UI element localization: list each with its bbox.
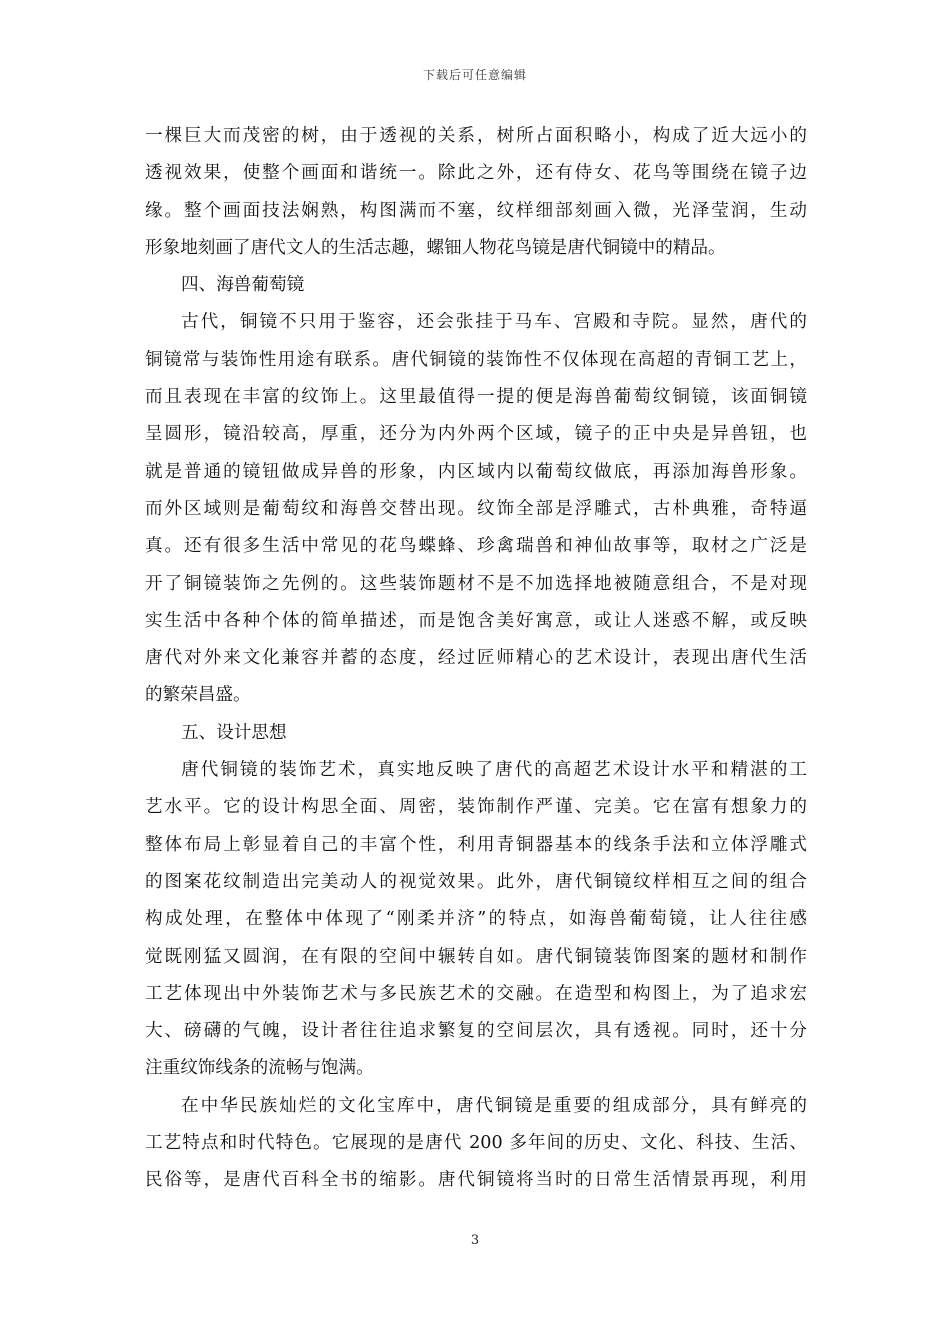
text-line: 大、磅礴的气魄，设计者往往追求繁复的空间层次，具有透视。同时，还十分 [145, 1021, 807, 1042]
text-line: 工艺特点和时代特色。它展现的是唐代 200 多年间的历史、文化、科技、生活、 [145, 1133, 807, 1154]
text-line: 的繁荣昌盛。 [145, 685, 251, 706]
text-line: 开了铜镜装饰之先例的。这些装饰题材不是不加选择地被随意组合，不是对现 [145, 573, 807, 594]
page-number: 3 [470, 1233, 480, 1248]
text-line: 实生活中各种个体的简单描述，而是饱含美好寓意，或让人迷惑不解，或反映 [145, 610, 807, 631]
text-line: 整体布局上彰显着自己的丰富个性，利用青铜器基本的线条手法和立体浮雕式 [145, 834, 807, 855]
text-line: 古代，铜镜不只用于鉴容，还会张挂于马车、宫殿和寺院。显然，唐代的 [181, 312, 807, 333]
document-body [145, 118, 807, 1200]
text-line: 的图案花纹制造出完美动人的视觉效果。此外，唐代铜镜纹样相互之间的组合 [145, 871, 807, 892]
text-line: 而外区域则是葡萄纹和海兽交替出现。纹饰全部是浮雕式，古朴典雅，奇特逼 [145, 498, 807, 519]
text-line: 一棵巨大而茂密的树，由于透视的关系，树所占面积略小，构成了近大远小的 [145, 126, 807, 146]
text-line: 艺水平。它的设计构思全面、周密，装饰制作严谨、完美。它在富有想象力的 [145, 797, 807, 818]
section-heading: 四、海兽葡萄镜 [181, 275, 305, 296]
text-line: 就是普通的镜钮做成异兽的形象，内区域内以葡萄纹做底，再添加海兽形象。 [145, 461, 807, 482]
page-header: 下载后可任意编辑 [422, 68, 527, 82]
text-line: 工艺体现出中外装饰艺术与多民族艺术的交融。在造型和构图上，为了追求宏 [145, 983, 807, 1004]
text-line: 唐代铜镜的装饰艺术，真实地反映了唐代的高超艺术设计水平和精湛的工 [181, 760, 807, 781]
text-line: 真。还有很多生活中常见的花鸟蝶蜂、珍禽瑞兽和神仙故事等，取材之广泛是 [145, 536, 807, 557]
text-line: 而且表现在丰富的纹饰上。这里最值得一提的便是海兽葡萄纹铜镜，该面铜镜 [145, 387, 807, 408]
text-line: 形象地刻画了唐代文人的生活志趣，螺钿人物花鸟镜是唐代铜镜中的精品。 [145, 237, 726, 258]
text-line: 呈圆形，镜沿较高，厚重，还分为内外两个区域，镜子的正中央是异兽钮，也 [145, 424, 807, 445]
text-line: 铜镜常与装饰性用途有联系。唐代铜镜的装饰性不仅体现在高超的青铜工艺上， [145, 349, 807, 370]
text-line: 透视效果，使整个画面和谐统一。除此之外，还有侍女、花鸟等围绕在镜子边 [145, 163, 807, 184]
text-line: 注重纹饰线条的流畅与饱满。 [145, 1058, 374, 1079]
text-line: 在中华民族灿烂的文化宝库中，唐代铜镜是重要的组成部分，具有鲜亮的 [181, 1095, 807, 1116]
text-line: 唐代对外来文化兼容并蓄的态度，经过匠师精心的艺术设计，表现出唐代生活 [145, 648, 807, 669]
text-line: 构成处理，在整体中体现了“刚柔并济”的特点，如海兽葡萄镜，让人往往感 [145, 909, 807, 930]
section-heading: 五、设计思想 [181, 722, 287, 743]
text-line: 民俗等，是唐代百科全书的缩影。唐代铜镜将当时的日常生活情景再现，利用 [145, 1170, 807, 1191]
text-line: 缘。整个画面技法娴熟，构图满而不塞，纹样细部刻画入微，光泽莹润，生动 [145, 200, 807, 221]
text-line: 觉既刚猛又圆润，在有限的空间中辗转自如。唐代铜镜装饰图案的题材和制作 [145, 946, 807, 967]
